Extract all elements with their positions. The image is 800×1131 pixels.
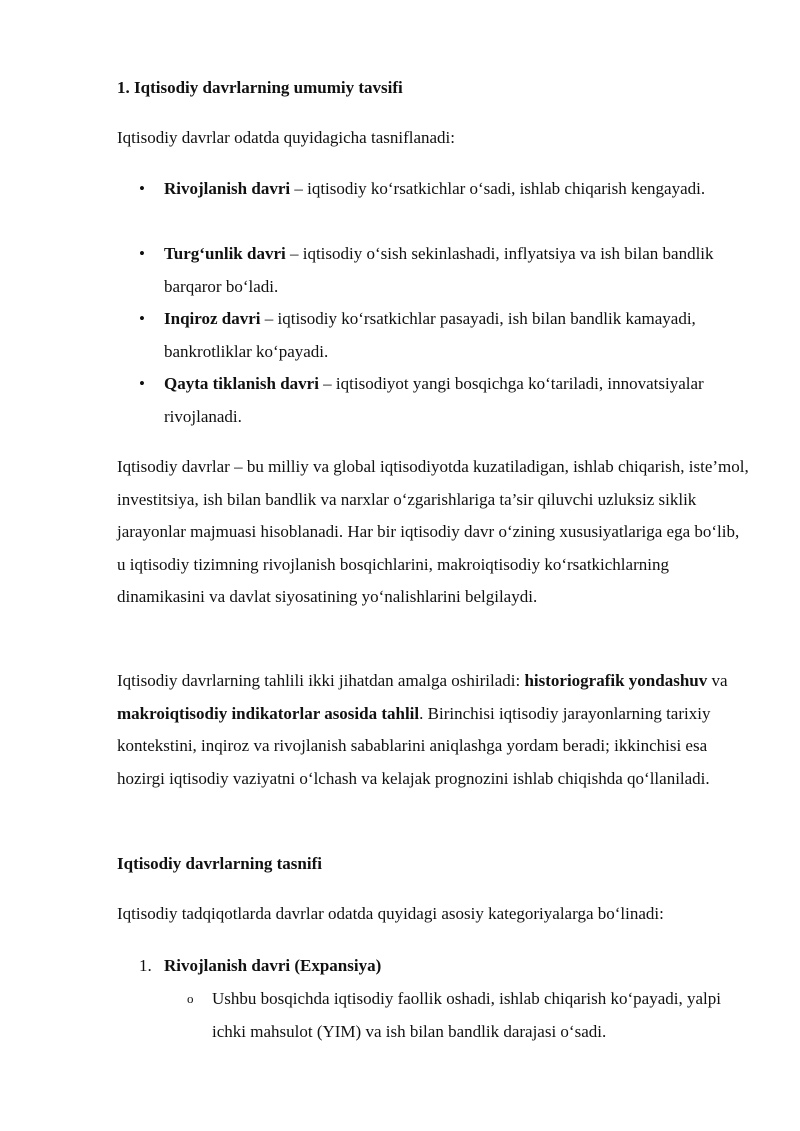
list-item-desc: – iqtisodiy o‘sish sekinlashadi, inflyatsiya va ish bilan bandlik barqaror bo‘ladi. — [164, 244, 714, 296]
list-item-term: Turg‘unlik davri — [164, 244, 286, 263]
paragraph: Iqtisodiy davrlar – bu milliy va global iqtisodiyotda kuzatiladigan, ishlab chiqarish, iste’mol, investitsiya, ish bilan bandlik va narxlar o‘zgarishlariga ta’sir qiluvchi uzluksiz siklik jarayonlar majmuasi hisoblanadi. Har bir iqtisodiy davr o‘zining xususiyatlariga ega bo‘lib, u iqtisodiy tizimning rivojlanish bosqichlarini, makroiqtisodiy ko‘rsatkichlarning dinamikasini va davlat siyosatining yo‘nalishlarini belgilaydi. — [117, 457, 749, 606]
bullet-icon: • — [139, 309, 145, 328]
list-item-term: Rivojlanish davri — [164, 179, 291, 198]
list-item-desc: – iqtisodiyot yangi bosqichga ko‘tariladi, innovatsiyalar rivojlanadi. — [164, 374, 704, 426]
list-item-text — [164, 173, 749, 206]
list-item-text — [164, 303, 749, 368]
item-number: 1. — [139, 956, 152, 975]
bullet-icon: • — [139, 179, 145, 198]
paragraph-emphasis: historiografik yondashuv — [524, 671, 708, 690]
paragraph-emphasis: makroiqtisodiy indikatorlar asosida tahlil — [117, 703, 420, 723]
paragraph-text: . Birinchisi iqtisodiy jarayonlarning tarixiy kontekstini, inqiroz va rivojlanish sabablarini aniqlashga yordam beradi; ikkinchisi esa hozirgi iqtisodiy vaziyatni o‘lchash va kelajak prognozini ishlab chiqishda qo‘llaniladi. — [117, 703, 711, 788]
list-item-text — [164, 238, 749, 303]
list-item-term: Qayta tiklanish davri — [164, 374, 319, 393]
list-item-term: Inqiroz davri — [164, 309, 261, 328]
paragraph-text: Iqtisodiy davrlarning tahlili ikki jihatdan amalga oshiriladi: — [117, 671, 525, 690]
intro-text: Iqtisodiy tadqiqotlarda davrlar odatda quyidagi asosiy kategoriyalarga bo‘linadi: — [117, 904, 664, 923]
bullet-icon: • — [139, 374, 145, 393]
list-item-desc: – iqtisodiy ko‘rsatkichlar pasayadi, ish bilan bandlik kamayadi, bankrotliklar ko‘payadi. — [164, 309, 696, 361]
intro-text: Iqtisodiy davrlar odatda quyidagicha tasniflanadi: — [117, 128, 456, 147]
subsection-heading: Iqtisodiy davrlarning tasnifi — [117, 854, 322, 873]
paragraph — [117, 665, 749, 795]
paragraph-text: va — [707, 671, 728, 690]
sub-list-item-text: Ushbu bosqichda iqtisodiy faollik oshadi, ishlab chiqarish ko‘payadi, yalpi ichki mahsulot (YIM) va ish bilan bandlik darajasi o‘sadi. — [212, 989, 721, 1041]
circle-bullet-icon: o — [187, 991, 194, 1006]
numbered-item-title: Rivojlanish davri (Expansiya) — [164, 956, 382, 975]
list-item-desc: – iqtisodiy ko‘rsatkichlar o‘sadi, ishlab chiqarish kengayadi. — [290, 179, 706, 198]
list-item-text — [164, 368, 749, 433]
section-heading: 1. Iqtisodiy davrlarning umumiy tavsifi — [117, 78, 403, 97]
bullet-icon: • — [139, 244, 145, 263]
